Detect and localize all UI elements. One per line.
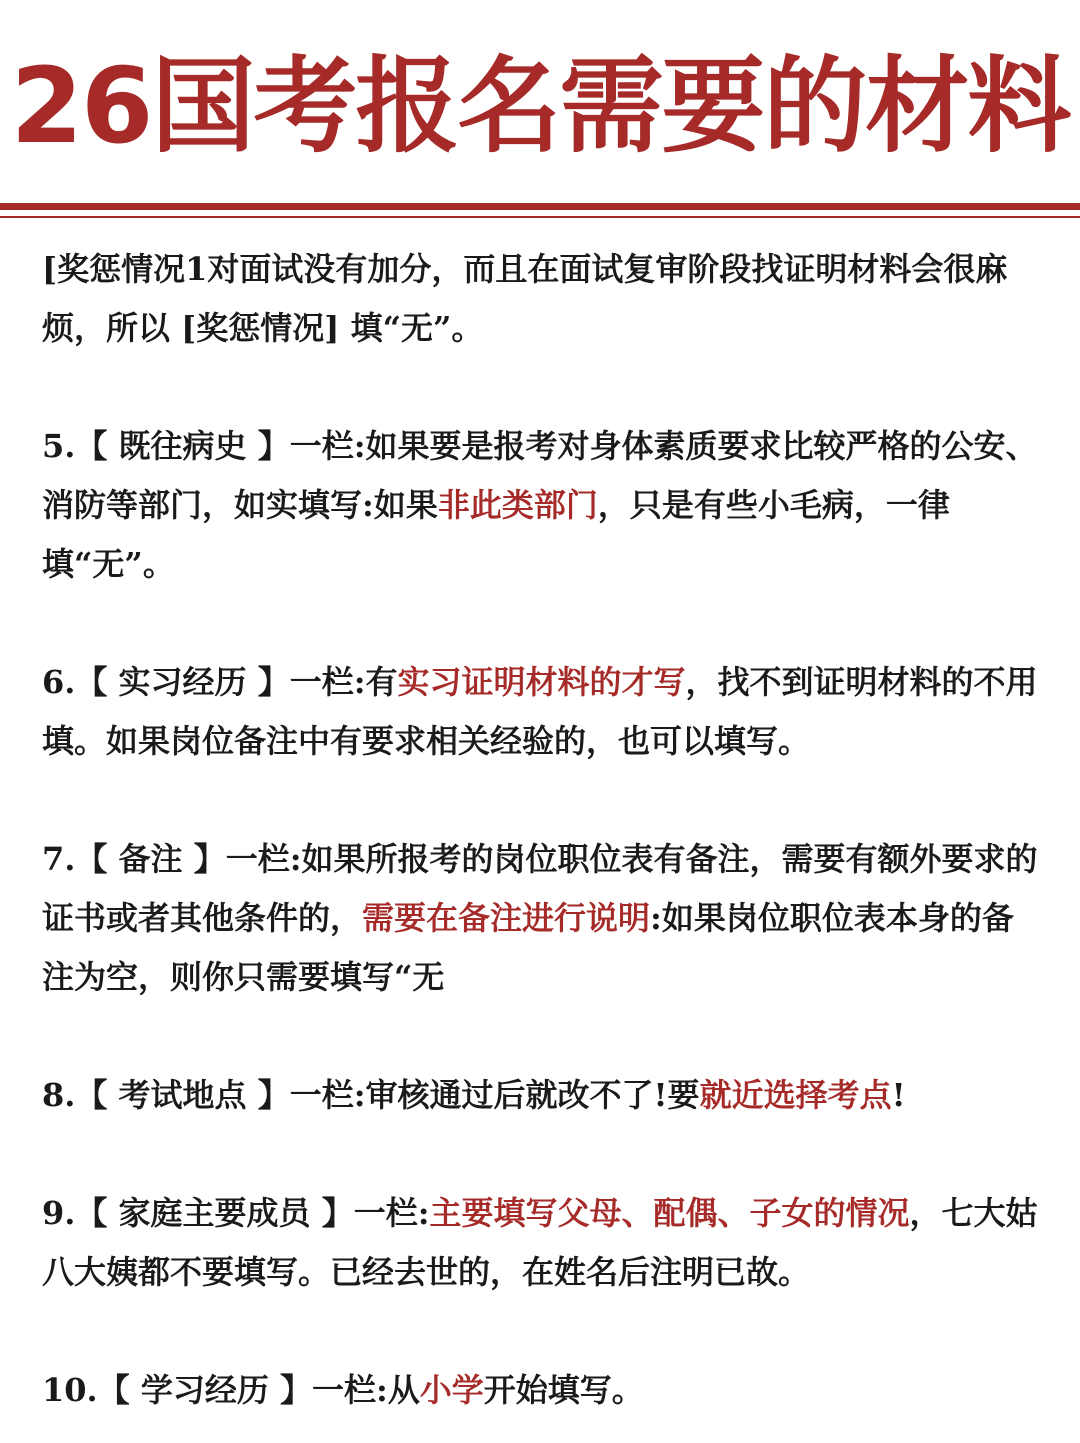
paragraph-medical-history [42,417,1042,594]
body-text: :如果岗位职位表本身的备注为空，则你只需要填写“无 [42,899,1014,996]
body-text: 开始填写。 [483,1371,644,1409]
body-text: 10.【 学习经历 】一栏:从 [42,1371,420,1409]
body-text: ，只是有些小毛病，一律填“无”。 [42,486,950,583]
body-text: 9.【 家庭主要成员 】一栏: [42,1194,430,1232]
highlighted-text: 实习证明材料的才写 [397,663,686,701]
title-divider-thin [0,216,1080,218]
title-divider-thick [0,203,1080,210]
article-body [42,240,1042,1420]
body-text: 5.【 既往病史 】一栏:如果要是报考对身体素质要求比较严格的公安、消防等部门，如实填写:如果 [42,427,1038,524]
body-text: ，七大姑八大姨都不要填写。已经去世的，在姓名后注明已故。 [42,1194,1038,1291]
highlighted-text: 需要在备注进行说明 [362,899,651,937]
highlighted-text: 非此类部门 [437,486,598,524]
page-title: 26国考报名需要的材料 [10,45,1070,167]
paragraph-education [42,1361,1042,1420]
paragraph-exam-location [42,1066,1042,1125]
paragraph-remarks [42,830,1042,1007]
body-text: 7.【 备注 】一栏:如果所报考的岗位职位表有备注，需要有额外要求的证书或者其他条件的， [42,840,1038,937]
paragraph-awards [42,240,1042,358]
paragraph-internship [42,653,1042,771]
body-text: ! [891,1076,906,1114]
body-text: ，找不到证明材料的不用填。如果岗位备注中有要求相关经验的，也可以填写。 [42,663,1038,760]
body-text: 8.【 考试地点 】一栏:审核通过后就改不了!要 [42,1076,700,1114]
highlighted-text: 主要填写父母、配偶、子女的情况 [429,1194,910,1232]
body-text: [奖惩情况1对面试没有加分，而且在面试复审阶段找证明材料会很麻烦，所以 [奖惩情况] 填“无”。 [42,250,1008,347]
highlighted-text: 小学 [419,1371,484,1409]
paragraph-family-members [42,1184,1042,1302]
highlighted-text: 就近选择考点 [699,1076,892,1114]
body-text: 6.【 实习经历 】一栏:有 [42,663,398,701]
